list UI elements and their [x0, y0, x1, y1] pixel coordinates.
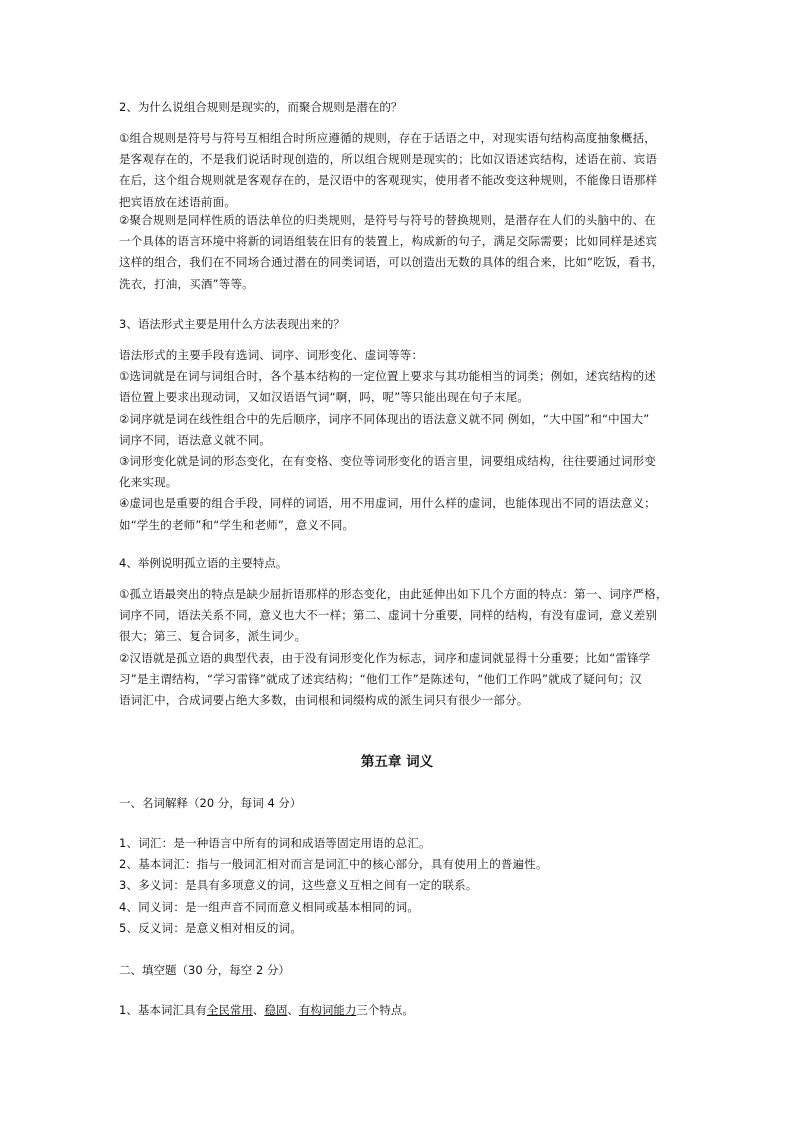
term-definitions-list: [119, 833, 681, 939]
separator: 、: [252, 1003, 265, 1017]
item-suffix: 三个特点。: [356, 1003, 414, 1017]
text-line: 词序不同，语法关系不同，意义也大不一样；第二、虚词十分重要，同样的结构，有没有虚词，意义差别: [119, 608, 658, 623]
text-line: 是客观存在的，不是我们说话时现创造的，所以组合规则是现实的；比如汉语述宾结构，述语在前、宾语: [119, 152, 658, 167]
text-line: 语词汇中，合成词要占绝大多数，由词根和词缀构成的派生词只有很少一部分。: [119, 693, 529, 708]
text-line: ④虚词也是重要的组合手段，同样的词语，用不用虚词，用什么样的虚词，也能体现出不同的语法意义；: [119, 496, 657, 511]
text-line: ②词序就是词在线性组合中的先后顺序，词序不同体现出的语法意义就不同 例如，“大中国”和“中国大”: [119, 411, 650, 426]
question-3-answer: [119, 345, 681, 536]
fill-blank-item-1: [119, 1000, 681, 1021]
list-item: 1、词汇：是一种语言中所有的词和成语等固定用语的总汇。: [119, 836, 431, 850]
text-line: ①组合规则是符号与符号互相组合时所应遵循的规则，存在于话语之中，对现实语句结构高度抽象概括，: [119, 131, 657, 145]
list-item: 3、多义词：是具有多项意义的词，这些意义互相之间有一定的联系。: [119, 878, 478, 893]
text-line: 习”是主谓结构，“学习雷锋”就成了述宾结构；“他们工作”是陈述句，“他们工作吗”就成了疑问句；汉: [119, 671, 642, 686]
question-2-title: 2、为什么说组合规则是现实的，而聚合规则是潜在的？: [119, 100, 403, 114]
text-line: 如“学生的老师”和“学生和老师”，意义不同。: [119, 517, 355, 532]
question-2-answer-2: [119, 210, 681, 295]
answer-blank: 全民常用: [206, 1003, 253, 1017]
text-line: 词序不同，语法意义就不同。: [119, 432, 272, 447]
list-item: 4、同义词：是一组声音不同而意义相同或基本相同的词。: [119, 899, 420, 914]
text-line: ①选词就是在词与词组合时，各个基本结构的一定位置上要求与其功能相当的词类；例如，述宾结构的述: [119, 369, 657, 384]
item-prefix: 1、基本词汇具有: [119, 1003, 207, 1017]
separator: 、: [287, 1003, 299, 1017]
text-line: 在后，这个组合规则就是客观存在的，是汉语中的客观现实，使用者不能改变这种规则，不能像日语那样: [119, 173, 658, 188]
text-line: 语法形式的主要手段有选词、词序、词形变化、虚词等等：: [119, 348, 424, 362]
text-line: 语位置上要求出现动词，又如汉语语气词“啊，吗，呢”等只能出现在句子末尾。: [119, 390, 530, 405]
text-line: 把宾语放在述语前面。: [119, 194, 236, 209]
answer-blank: 有构词能力: [298, 1003, 357, 1017]
list-item: 5、反义词：是意义相对相反的词。: [119, 920, 303, 935]
chapter-title: 第五章 词义: [360, 754, 434, 770]
text-line: 一个具体的语言环境中将新的词语组装在旧有的装置上，构成新的句子，满足交际需要；比如同样是述宾: [119, 234, 658, 249]
text-line: 化来实现。: [119, 475, 178, 490]
text-line: 很大；第三、复合词多，派生词少。: [119, 629, 307, 644]
question-4-answer: [119, 584, 681, 711]
question-4-title: 4、举例说明孤立语的主要特点。: [119, 556, 288, 570]
section-2-title: 二、填空题（30 分，每空 2 分）: [119, 963, 290, 977]
section-1-title: 一、名词解释（20 分，每词 4 分）: [119, 796, 302, 810]
text-line: ①孤立语最突出的特点是缺少屈折语那样的形态变化，由此延伸出如下几个方面的特点：第一、词序严格，: [119, 587, 668, 601]
text-line: ②聚合规则是同样性质的语法单位的归类规则，是符号与符号的替换规则，是潜存在人们的头脑中的、在: [119, 213, 657, 227]
text-line: 这样的组合，我们在不同场合通过潜在的同类词语，可以创造出无数的具体的组合来，比如“吃饭，看书，: [119, 255, 664, 270]
text-line: ③词形变化就是词的形态变化，在有变格、变位等词形变化的语言里，词要组成结构，往往要通过词形变: [119, 454, 657, 469]
text-line: ②汉语就是孤立语的典型代表，由于没有词形变化作为标志，词序和虚词就显得十分重要；比如“雷锋学: [119, 650, 651, 665]
text-line: 洗衣，打油，买酒”等等。: [119, 276, 254, 291]
question-2-answer-1: [119, 128, 681, 213]
answer-blank: 稳固: [264, 1003, 288, 1017]
question-3-title: 3、语法形式主要是用什么方法表现出来的？: [119, 317, 345, 331]
list-item: 2、基本词汇：指与一般词汇相对而言是词汇中的核心部分，具有使用上的普遍性。: [119, 857, 548, 872]
